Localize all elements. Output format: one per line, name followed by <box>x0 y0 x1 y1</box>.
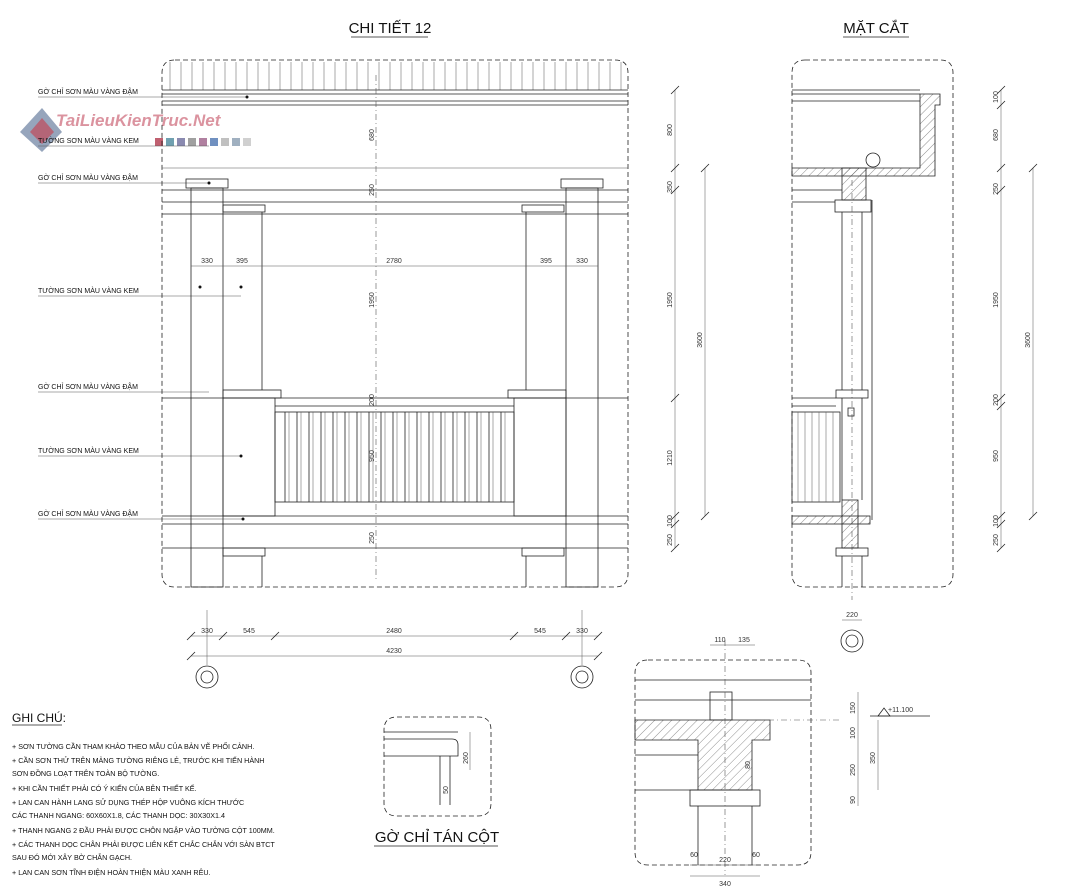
joint-dim-340: 340 <box>719 881 731 888</box>
note-line-1: + SƠN TƯỜNG CẦN THAM KHẢO THEO MẪU CỦA BẢN VẼ PHỐI CẢNH. <box>12 742 255 751</box>
dim-s-1950: 1950 <box>993 292 1000 308</box>
joint-dim-220: 220 <box>719 857 731 864</box>
dim-680-inner: 680 <box>369 129 376 141</box>
joint-dim-100: 100 <box>850 727 857 739</box>
dim-950-inner: 950 <box>369 450 376 462</box>
general-notes <box>12 710 275 877</box>
dim-800: 800 <box>667 124 674 136</box>
notes-title: GHI CHÚ: <box>12 711 66 725</box>
dim-s-120: 100 <box>993 91 1000 103</box>
note-line-10: + LAN CAN SƠN TĨNH ĐIỆN HOÀN THIỆN MÀU XANH RÊU. <box>12 868 211 877</box>
dim-250-inner-bottom: 250 <box>369 532 376 544</box>
dim-395-right: 395 <box>540 258 552 265</box>
section-title: MẶT CẮT <box>843 20 909 37</box>
dim-s-950: 950 <box>993 450 1000 462</box>
cornice-dim-50: 50 <box>443 786 450 794</box>
elevation-title: CHI TIẾT 12 <box>348 20 432 37</box>
note-line-9: SAU ĐÓ MỚI XÂY BỜ CHẮN GẠCH. <box>12 853 133 862</box>
dim-b4230: 4230 <box>386 648 402 655</box>
dim-b545-right: 545 <box>534 628 546 635</box>
dim-395-left: 395 <box>236 258 248 265</box>
dim-2780: 2780 <box>386 258 402 265</box>
dim-b330-right: 330 <box>576 628 588 635</box>
callout-label-7: GỜ CHỈ SƠN MÀU VÀNG ĐẬM <box>38 511 138 518</box>
dim-330-left: 330 <box>201 258 213 265</box>
grid-axis-left <box>196 666 218 688</box>
cornice-detail <box>374 717 499 846</box>
dim-b545-left: 545 <box>243 628 255 635</box>
dim-s-100: 100 <box>993 515 1000 527</box>
callout-label-2: TƯỜNG SƠN MÀU VÀNG KEM <box>38 138 139 145</box>
dim-3600: 3600 <box>697 332 704 348</box>
joint-dim-80: 80 <box>745 761 752 769</box>
watermark-text: TaiLieuKienTruc.Net <box>56 111 221 130</box>
joint-dim-90: 90 <box>850 796 857 804</box>
dim-s-200: 200 <box>993 394 1000 406</box>
dim-s-250-bottom: 250 <box>993 534 1000 546</box>
grid-axis-section <box>841 630 863 652</box>
dim-330-right: 330 <box>576 258 588 265</box>
callout-label-1: GỜ CHỈ SƠN MÀU VÀNG ĐẬM <box>38 89 138 96</box>
dim-b330-left: 330 <box>201 628 213 635</box>
dim-350: 350 <box>667 181 674 193</box>
cornice-dim-260: 260 <box>463 752 470 764</box>
note-line-7: + THANH NGANG 2 ĐẦU PHẢI ĐƯỢC CHÔN NGẬP VÀO TƯỜNG CỘT 100MM. <box>12 826 275 835</box>
dim-250-bottom: 250 <box>667 534 674 546</box>
note-line-2: + CẦN SƠN THỬ TRÊN MẢNG TƯỜNG RIÊNG LẺ, TRƯỚC KHI TIẾN HÀNH <box>12 756 265 765</box>
dim-1210: 1210 <box>667 450 674 466</box>
joint-dim-250: 250 <box>850 764 857 776</box>
dim-250-inner: 250 <box>369 184 376 196</box>
dim-100: 100 <box>667 515 674 527</box>
callout-label-5: GỜ CHỈ SƠN MÀU VÀNG ĐẬM <box>38 384 138 391</box>
elevation-vertical-dims <box>667 86 709 552</box>
dim-s-680: 680 <box>993 129 1000 141</box>
note-line-5: + LAN CAN HÀNH LANG SỬ DỤNG THÉP HỘP VUÔNG KÍCH THƯỚC <box>12 798 245 807</box>
cornice-title: GỜ CHỈ TÁN CỘT <box>374 829 500 846</box>
section-drawing <box>792 60 953 652</box>
callout-label-6: TƯỜNG SƠN MÀU VÀNG KEM <box>38 448 139 455</box>
joint-dim-60-right: 60 <box>752 852 760 859</box>
dim-1950-inner: 1950 <box>369 292 376 308</box>
note-line-3: SƠN ĐỒNG LOẠT TRÊN TOÀN BỘ TƯỜNG. <box>12 769 160 778</box>
elevation-drawing <box>162 60 628 587</box>
joint-dim-150: 150 <box>850 702 857 714</box>
note-line-4: + KHI CẦN THIẾT PHẢI CÓ Ý KIẾN CỦA BÊN THIẾT KẾ. <box>12 784 197 793</box>
watermark-color-strip <box>155 138 251 146</box>
note-line-6: CÁC THANH NGANG: 60X60X1.8, CÁC THANH DỌC: 30X30X1.4 <box>12 811 226 820</box>
joint-dim-350: 350 <box>870 752 877 764</box>
joint-dim-135: 135 <box>738 637 750 644</box>
dim-s-250: 250 <box>993 183 1000 195</box>
dim-1950: 1950 <box>667 292 674 308</box>
dim-s-3600: 3600 <box>1025 332 1032 348</box>
roof-tile-fringe <box>170 62 621 90</box>
callout-label-3: GỜ CHỈ SƠN MÀU VÀNG ĐẬM <box>38 175 138 182</box>
dim-section-220: 220 <box>846 612 858 619</box>
slab-joint-detail <box>635 637 930 888</box>
balustrade-bars <box>285 412 505 502</box>
dim-200-inner: 200 <box>369 394 376 406</box>
elevation-callouts <box>38 87 249 521</box>
drain-outlet-icon <box>866 153 880 167</box>
callout-label-4: TƯỜNG SƠN MÀU VÀNG KEM <box>38 288 139 295</box>
level-mark: +11.100 <box>888 707 913 714</box>
note-line-8: + CÁC THANH DỌC CHÂN PHẢI ĐƯỢC LIÊN KẾT CHẮC CHẮN VỚI SÀN BTCT <box>12 840 275 849</box>
section-vertical-dims <box>993 86 1037 552</box>
grid-axis-right <box>571 666 593 688</box>
elevation-horizontal-dims <box>187 610 602 688</box>
joint-dim-110: 110 <box>714 637 726 644</box>
joint-dim-60-left: 60 <box>690 852 698 859</box>
watermark-logo <box>20 108 251 152</box>
dim-b2480: 2480 <box>386 628 402 635</box>
